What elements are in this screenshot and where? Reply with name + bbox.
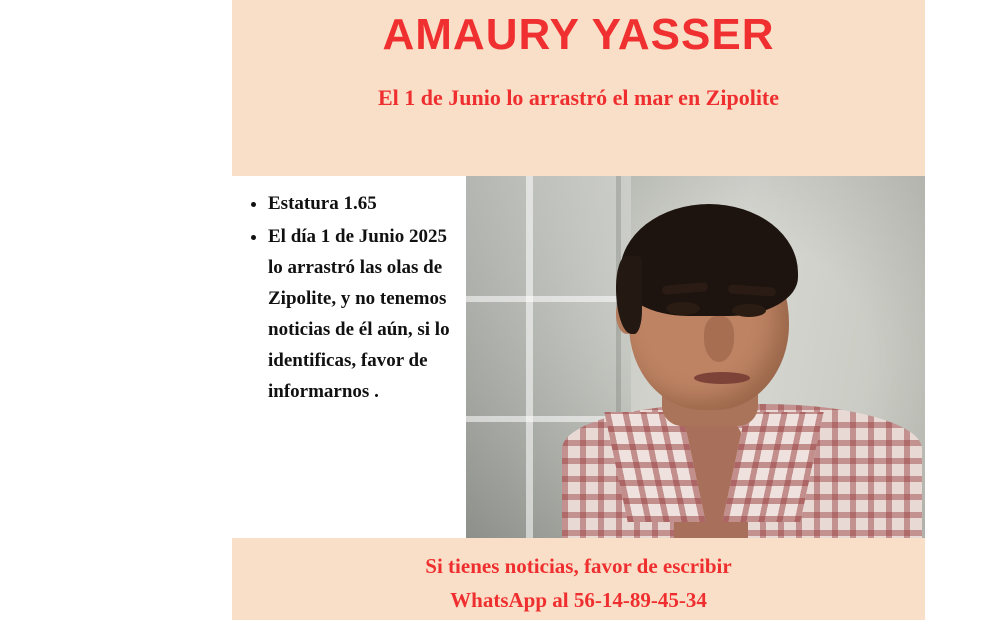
whatsapp-contact: WhatsApp al 56-14-89-45-34 — [450, 588, 707, 612]
page-title: AMAURY YASSER — [382, 10, 775, 59]
details-panel — [232, 176, 466, 538]
details-list — [246, 188, 460, 407]
nose — [704, 316, 734, 362]
photo-panel — [466, 176, 925, 538]
poster-body — [232, 176, 925, 538]
eye-right — [732, 304, 766, 317]
poster-header — [232, 0, 925, 176]
poster-footer — [232, 538, 925, 620]
hair — [620, 204, 798, 316]
contact-instruction: Si tienes noticias, favor de escribir — [425, 554, 732, 578]
mouth — [694, 372, 750, 384]
letterbox-left — [0, 0, 232, 620]
wall-edge — [526, 176, 533, 538]
missing-person-poster — [232, 0, 925, 620]
person-photo — [466, 176, 925, 538]
list-item: • El día 1 de Junio 2025 lo arrastró las olas de Zipolite, y no tenemos noticias de él aún, si lo identificas, favor de informarnos . — [268, 221, 460, 407]
shelf-edge — [466, 296, 636, 302]
letterbox-right — [925, 0, 1005, 620]
poster-subtitle: El 1 de Junio lo arrastró el mar en Zipolite — [377, 85, 780, 110]
eye-left — [666, 302, 700, 315]
list-item: • Estatura 1.65 — [268, 188, 460, 219]
